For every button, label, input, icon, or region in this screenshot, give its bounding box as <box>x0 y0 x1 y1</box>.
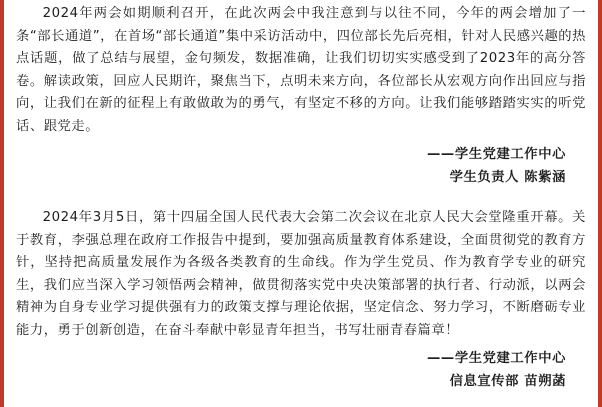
article-1-signature-org: ——学生党建工作中心 <box>427 147 566 162</box>
article-2 <box>16 207 586 342</box>
article-1-signature-person: 学生负责人 陈紫涵 <box>449 169 566 185</box>
article-1-paragraph: 2024年两会如期顺利召开，在此次两会中我注意到与以往不同，今年的两会增加了一条“部长通道”，在首场“部长通道”集中采访活动中，四位部长先后亮相，针对人民感兴趣的热点话题，做了总结与展望，金句频发，数据准确，让我们切切实实感受到了2023年的高分答卷。解读政策，回应人民期许，聚焦当下，点明未来方向，各位部长从宏观方向作出回应与指向，让我们在新的征程上有敢做敢为的勇气，有坚定不移的方向。让我们能够踏踏实实的听党话、跟党走。 <box>16 6 586 134</box>
article-1-signature <box>427 144 566 189</box>
article-2-signature <box>427 348 566 393</box>
article-2-signature-person: 信息宣传部 苗朔菡 <box>449 373 566 389</box>
article-1 <box>16 3 586 138</box>
article-2-signature-org: ——学生党建工作中心 <box>427 351 566 366</box>
article-2-paragraph: 2024年3月5日，第十四届全国人民代表大会第二次会议在北京人民大会堂隆重开幕。关于教育，李强总理在政府工作报告中提到，要加强高质量教育体系建设，全面贯彻党的教育方针，坚持把高质量发展作为各级各类教育的生命线。作为学生党员、作为教育学专业的研究生，我们应当深入学习领悟两会精神，做贯彻落实党中央决策部署的执行者、行动派，以两会精神为自身专业学习提供强有力的政策支撑与理论依据，坚定信念、努力学习，不断磨砺专业能力，勇于创新创造，在奋斗奉献中彰显青年担当，书写壮丽青春篇章！ <box>16 210 586 338</box>
